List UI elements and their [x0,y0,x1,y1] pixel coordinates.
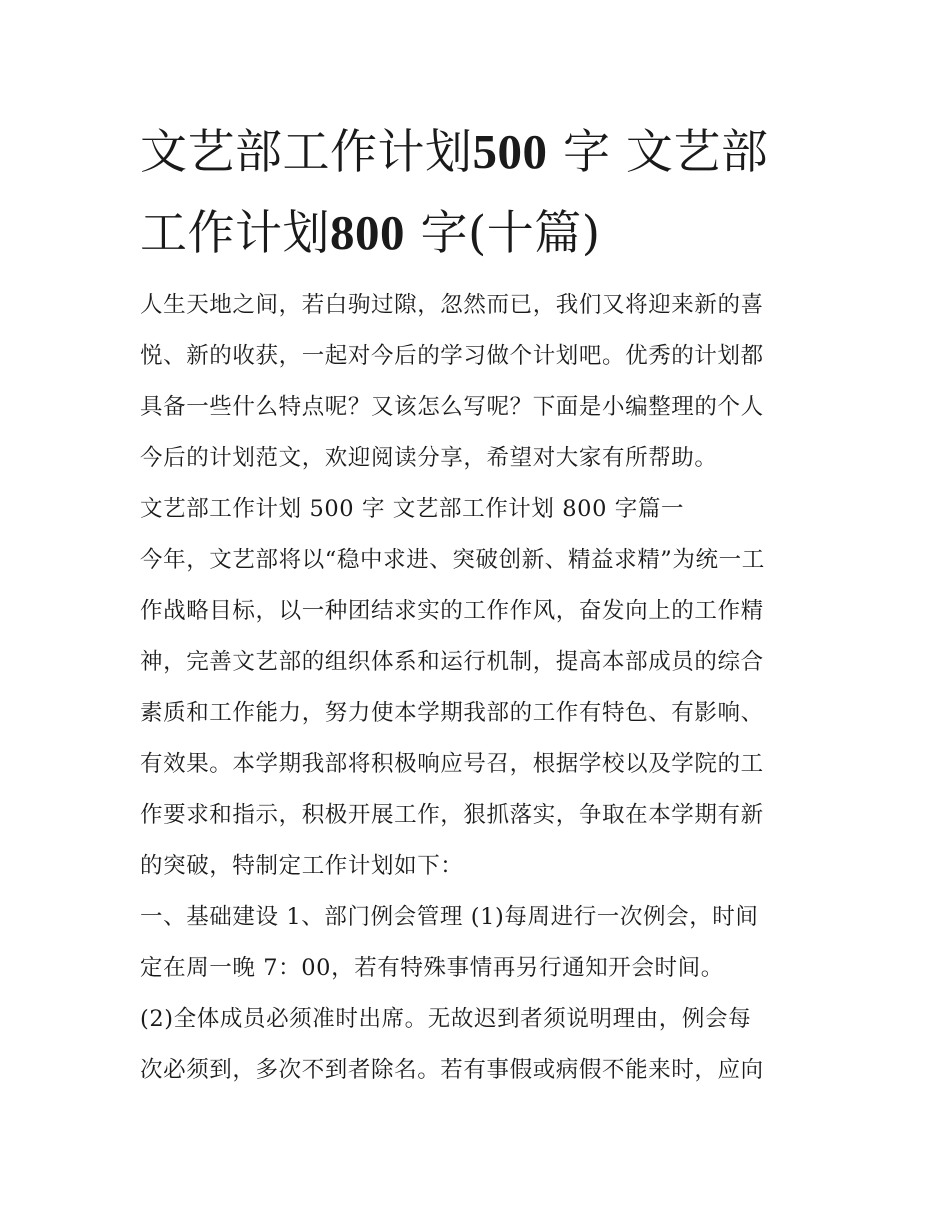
text-line: 定在周一晚 7：00，若有特殊事情再另行通知开会时间。 [140,955,724,981]
basic-construction-paragraph [140,892,820,994]
text-line: 的突破，特制定工作计划如下： [140,853,464,879]
text-line: 神，完善文艺部的组织体系和运行机制，提高本部成员的综合 [140,649,764,675]
text-line: 具备一些什么特点呢？又该怎么写呢？下面是小编整理的个人 [140,394,764,420]
text-line: 今年，文艺部将以“稳中求进、突破创新、精益求精”为统一工 [140,547,765,573]
attendance-paragraph [140,994,820,1096]
title-line-1 [140,112,820,193]
title-text: 字 文艺部 [547,125,769,180]
section-heading [140,484,820,535]
title-number: 500 [472,124,548,179]
text-line: 一、基础建设 1、部门例会管理 (1)每周进行一次例会，时间 [140,904,759,930]
text-line: 素质和工作能力，努力使本学期我部的工作有特色、有影响、 [140,700,764,726]
document-body [140,280,820,1096]
title-text: 工作计划 [140,206,330,261]
title-line-2 [140,193,820,274]
text-line: 有效果。本学期我部将积极响应号召，根据学校以及学院的工 [140,751,764,777]
text-line: 次必须到，多次不到者除名。若有事假或病假不能来时，应向 [140,1057,764,1083]
title-text: 文艺部工作计划 [140,125,473,180]
title-text: 字(十篇) [405,206,601,261]
text-line: 今后的计划范文，欢迎阅读分享，希望对大家有所帮助。 [140,445,718,471]
title-number: 800 [330,205,405,260]
text-line: 作要求和指示，积极开展工作，狠抓落实，争取在本学期有新 [140,802,764,828]
section-paragraph [140,535,820,892]
text-line: (2)全体成员必须准时出席。无故迟到者须说明理由，例会每 [140,1006,752,1032]
intro-paragraph [140,280,820,484]
text-line: 文艺部工作计划 500 字 文艺部工作计划 800 字篇一 [140,496,685,522]
text-line: 悦、新的收获，一起对今后的学习做个计划吧。优秀的计划都 [140,343,764,369]
text-line: 人生天地之间，若白驹过隙，忽然而已，我们又将迎来新的喜 [140,292,764,318]
text-line: 作战略目标，以一种团结求实的工作作风，奋发向上的工作精 [140,598,764,624]
document-title [140,112,820,274]
